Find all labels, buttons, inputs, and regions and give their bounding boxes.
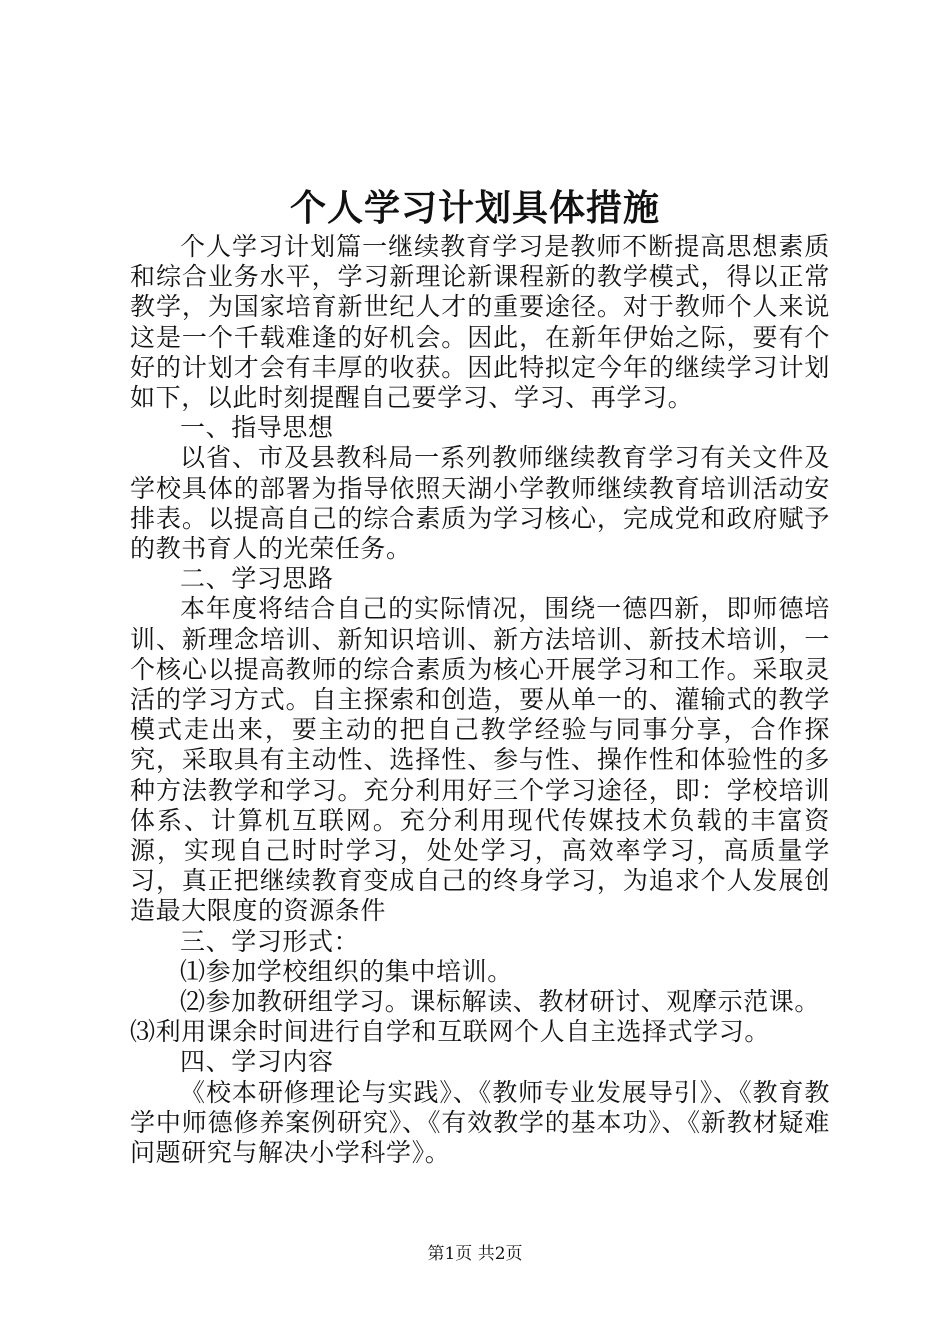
study-form-item-1: ⑴参加学校组织的集中培训。 [180,956,513,986]
document-body [130,232,830,1168]
section-heading-study-content: 四、学习内容 [180,1047,334,1077]
page-footer: 第1页 共2页 [427,1244,523,1264]
section-heading-study-approach: 二、学习思路 [180,564,334,594]
study-approach-paragraph: 本年度将结合自己的实际情况，围绕一德四新，即师德培训、新理念培训、新知识培训、新方法培训、新技术培训，一个核心以提高教师的综合素质为核心开展学习和工作。采取灵活的学习方式。自主探索和创造，要从单一的、灌输式的教学模式走出来，要主动的把自己教学经验与同事分享，合作探究，采取具有主动性、选择性、参与性、操作性和体验性的多种方法教学和学习。充分利用好三个学习途径，即：学校培训体系、计算机互联网。充分利用现代传媒技术负载的丰富资源，实现自己时时学习，处处学习，高效率学习，高质量学习，真正把继续教育变成自己的终身学习，为追求个人发展创造最大限度的资源条件 [130,594,830,926]
intro-paragraph: 个人学习计划篇一继续教育学习是教师不断提高思想素质和综合业务水平，学习新理论新课程新的教学模式，得以正常教学，为国家培育新世纪人才的重要途径。对于教师个人来说这是一个千载难逢的好机会。因此，在新年伊始之际，要有个好的计划才会有丰厚的收获。因此特拟定今年的继续学习计划如下，以此时刻提醒自己要学习、学习、再学习。 [130,232,830,413]
study-content-paragraph: 《校本研修理论与实践》、《教师专业发展导引》、《教育教学中师德修养案例研究》、《有效教学的基本功》、《新教材疑难问题研究与解决小学科学》。 [130,1077,830,1168]
section-heading-study-forms: 三、学习形式： [180,926,360,956]
study-form-item-3: ⑶利用课余时间进行自学和互联网个人自主选择式学习。 [130,1017,771,1047]
study-form-item-2: ⑵参加教研组学习。课标解读、教材研讨、观摩示范课。 [180,987,821,1017]
document-title: 个人学习计划具体措施 [289,187,660,229]
guiding-ideology-paragraph: 以省、市及县教科局一系列教师继续教育学习有关文件及学校具体的部署为指导依照天湖小学教师继续教育培训活动安排表。以提高自己的综合素质为学习核心，完成党和政府赋予的教书育人的光荣任务。 [130,443,830,564]
section-heading-guiding-ideology: 一、指导思想 [180,413,334,443]
